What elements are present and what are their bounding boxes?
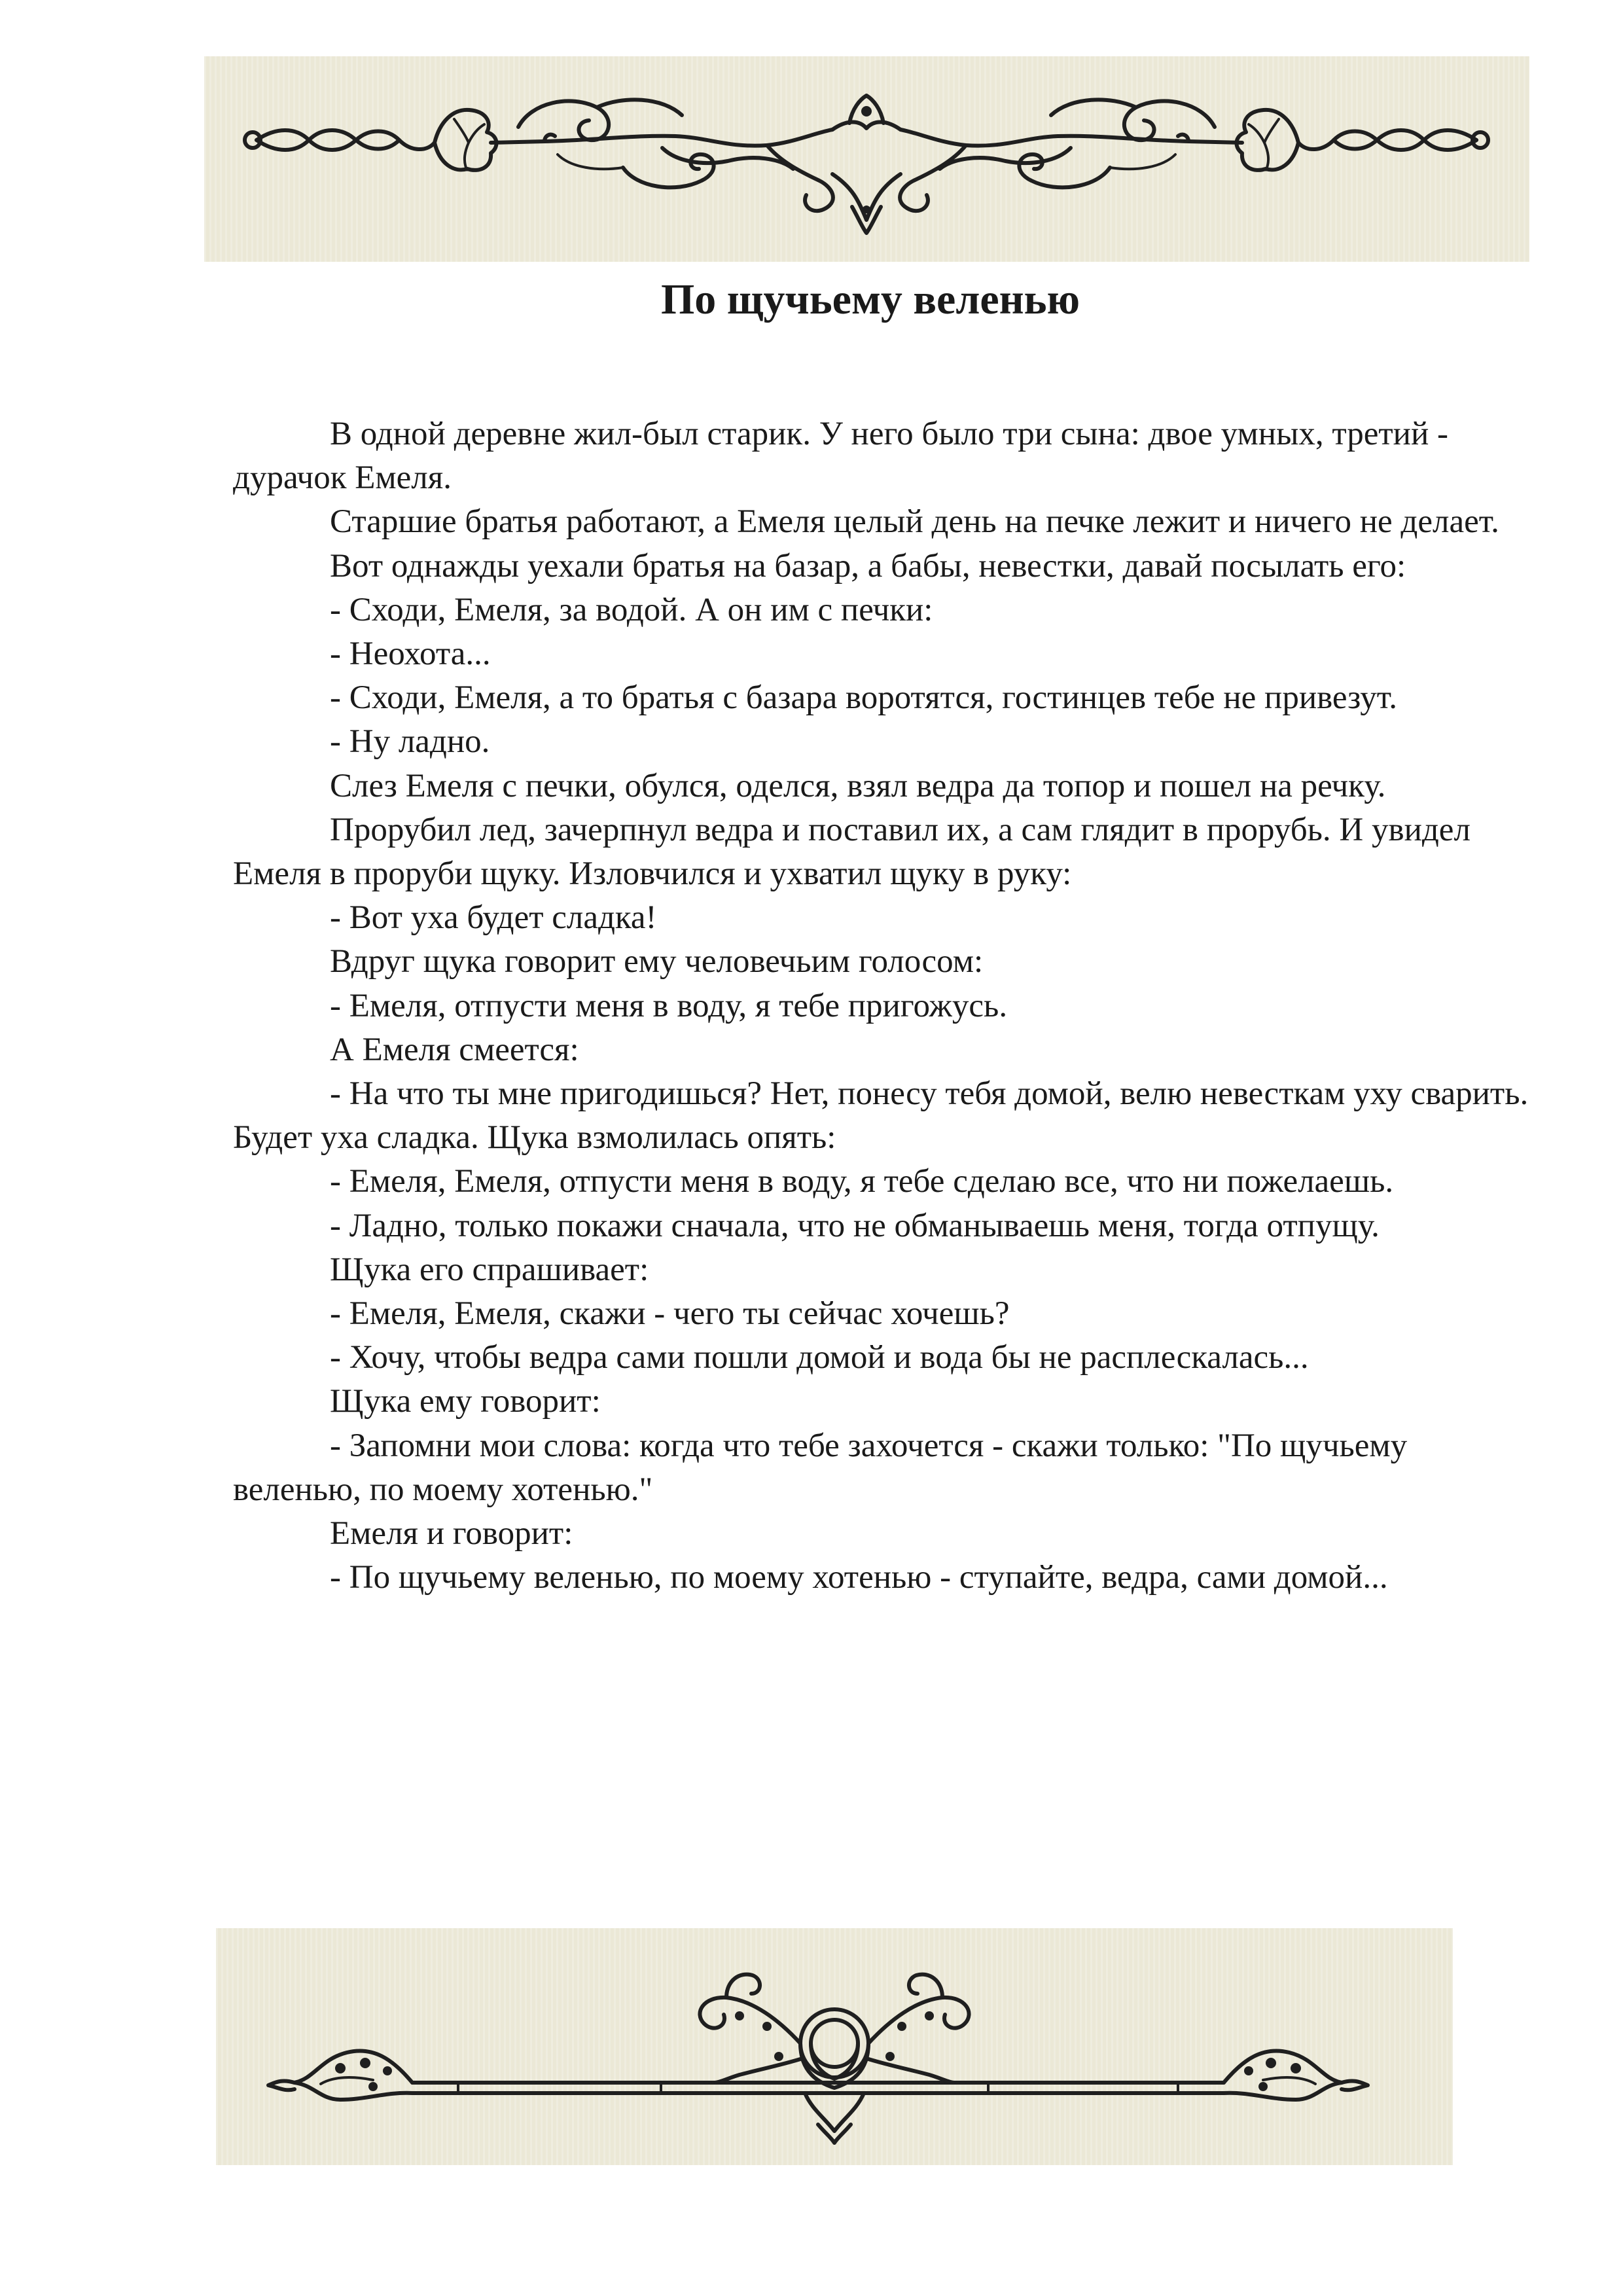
paragraph: Щука его спрашивает: xyxy=(330,1251,649,1288)
paragraph: Вдруг щука говорит ему человечьим голосом: xyxy=(330,943,984,980)
paragraph: - Ну ладно. xyxy=(330,723,490,761)
paragraph: - Емеля, отпусти меня в воду, я тебе пригожусь. xyxy=(330,987,1008,1024)
paragraph: В одной деревне жил-был старик. У него было три сына: двое умных, третий - дурачок Емеля. xyxy=(233,416,1448,497)
paragraph: - Емеля, Емеля, скажи - чего ты сейчас хочешь? xyxy=(330,1295,1010,1333)
paragraph: Прорубил лед, зачерпнул ведра и поставил их, а сам глядит в прорубь. И увидел Емеля в проруби щуку. Изловчился и ухватил щуку в руку: xyxy=(233,811,1471,893)
paragraph: - Сходи, Емеля, за водой. А он им с печки: xyxy=(330,591,933,628)
paragraph: - Емеля, Емеля, отпусти меня в воду, я тебе сделаю все, что ни пожелаешь. xyxy=(330,1163,1394,1200)
paragraph: - На что ты мне пригодишься? Нет, понесу тебя домой, велю невесткам уху сварить. Будет уха сладка. Щука взмолилась опять: xyxy=(233,1075,1529,1157)
bottom-ornament-banner xyxy=(216,1928,1453,2165)
paragraph: - По щучьему веленью, по моему хотенью - ступайте, ведра, сами домой... xyxy=(330,1559,1388,1596)
paragraph: Щука ему говорит: xyxy=(330,1383,601,1420)
bottom-ornament-icon xyxy=(216,1928,1453,2165)
paragraph: - Хочу, чтобы ведра сами пошли домой и вода бы не расплескалась... xyxy=(330,1339,1309,1376)
paragraph: А Емеля смеется: xyxy=(330,1031,579,1068)
paragraph: Старшие братья работают, а Емеля целый день на печке лежит и ничего не делает. xyxy=(330,503,1499,541)
top-ornament-banner xyxy=(204,56,1529,262)
paragraph: Емеля и говорит: xyxy=(330,1515,573,1552)
paragraph: - Вот уха будет сладка! xyxy=(330,899,657,937)
story-text xyxy=(233,412,1535,1600)
paragraph: - Неохота... xyxy=(330,636,491,673)
paragraph: - Ладно, только покажи сначала, что не обманываешь меня, тогда отпущу. xyxy=(330,1207,1380,1244)
top-ornament-icon xyxy=(204,56,1529,262)
page-title: По щучьему веленью xyxy=(660,276,1080,323)
paragraph: - Сходи, Емеля, а то братья с базара воротятся, гостинцев тебе не привезут. xyxy=(330,679,1397,717)
paragraph: Слез Емеля с печки, обулся, оделся, взял ведра да топор и пошел на речку. xyxy=(330,767,1386,804)
paragraph: - Запомни мои слова: когда что тебе захочется - скажи только: "По щучьему веленью, по моему хотенью." xyxy=(233,1427,1408,1508)
paragraph: Вот однажды уехали братья на базар, а бабы, невестки, давай посылать его: xyxy=(330,547,1406,584)
